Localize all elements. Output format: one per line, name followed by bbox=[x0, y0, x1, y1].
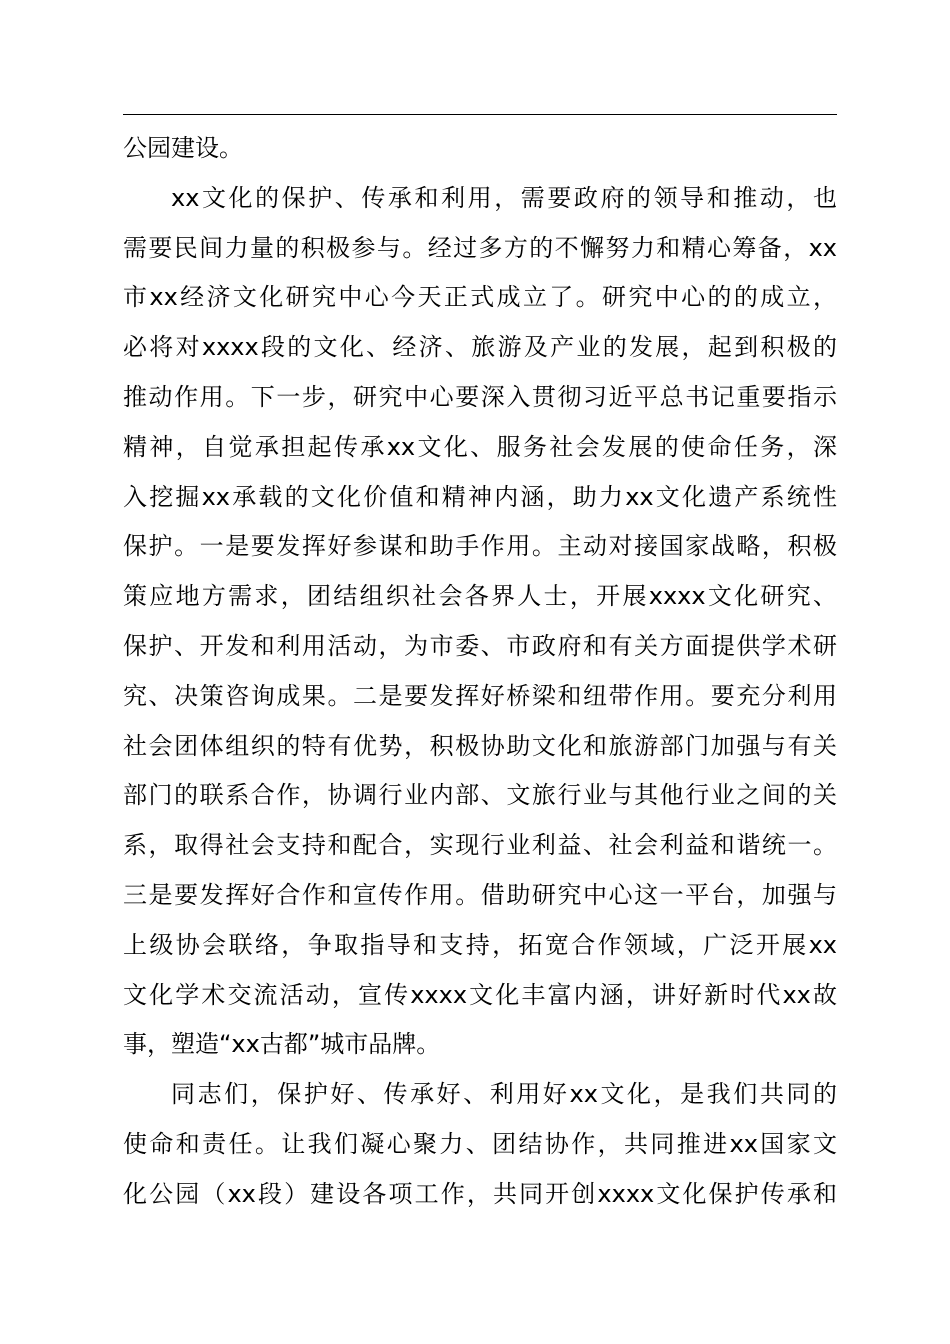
text-line: 文化学术交流活动，宣传xxxx文化丰富内涵，讲好新时代xx故 bbox=[123, 980, 837, 1009]
text-line: 入挖掘xx承载的文化价值和精神内涵，助力xx文化遗产系统性 bbox=[123, 482, 837, 511]
text-line: 公园建设。 bbox=[123, 134, 243, 162]
text-line: 系，取得社会支持和配合，实现行业利益、社会利益和谐统一。 bbox=[123, 831, 837, 860]
text-line: 同志们，保护好、传承好、利用好xx文化，是我们共同的 bbox=[171, 1080, 837, 1109]
text-line: 部门的联系合作，协调行业内部、文旅行业与其他行业之间的关 bbox=[123, 781, 837, 810]
text-line: 化公园（xx段）建设各项工作，共同开创xxxx文化保护传承和 bbox=[123, 1179, 837, 1208]
text-line: 必将对xxxx段的文化、经济、旅游及产业的发展，起到积极的 bbox=[123, 333, 837, 362]
text-line: 上级协会联络，争取指导和支持，拓宽合作领域，广泛开展xx bbox=[123, 930, 837, 959]
text-line: 保护、开发和利用活动，为市委、市政府和有关方面提供学术研 bbox=[123, 631, 837, 660]
text-line: 事，塑造“xx古都”城市品牌。 bbox=[123, 1030, 441, 1059]
text-line: 三是要发挥好合作和宣传作用。借助研究中心这一平台，加强与 bbox=[123, 880, 837, 909]
text-line: 社会团体组织的特有优势，积极协助文化和旅游部门加强与有关 bbox=[123, 731, 837, 760]
header-rule bbox=[123, 114, 837, 115]
text-line: 精神，自觉承担起传承xx文化、服务社会发展的使命任务，深 bbox=[123, 432, 837, 461]
document-body bbox=[123, 124, 837, 1220]
text-line: 策应地方需求，团结组织社会各界人士，开展xxxx文化研究、 bbox=[123, 582, 837, 611]
text-line: 究、决策咨询成果。二是要发挥好桥梁和纽带作用。要充分利用 bbox=[123, 681, 837, 710]
text-line: 需要民间力量的积极参与。经过多方的不懈努力和精心筹备，xx bbox=[123, 233, 837, 262]
text-line: 推动作用。下一步，研究中心要深入贯彻习近平总书记重要指示 bbox=[123, 382, 837, 411]
text-line: 保护。一是要发挥好参谋和助手作用。主动对接国家战略，积极 bbox=[123, 532, 837, 561]
text-line: 市xx经济文化研究中心今天正式成立了。研究中心的的成立， bbox=[123, 283, 837, 312]
text-line: xx文化的保护、传承和利用，需要政府的领导和推动，也 bbox=[171, 183, 837, 212]
text-line: 使命和责任。让我们凝心聚力、团结协作，共同推进xx国家文 bbox=[123, 1129, 837, 1158]
